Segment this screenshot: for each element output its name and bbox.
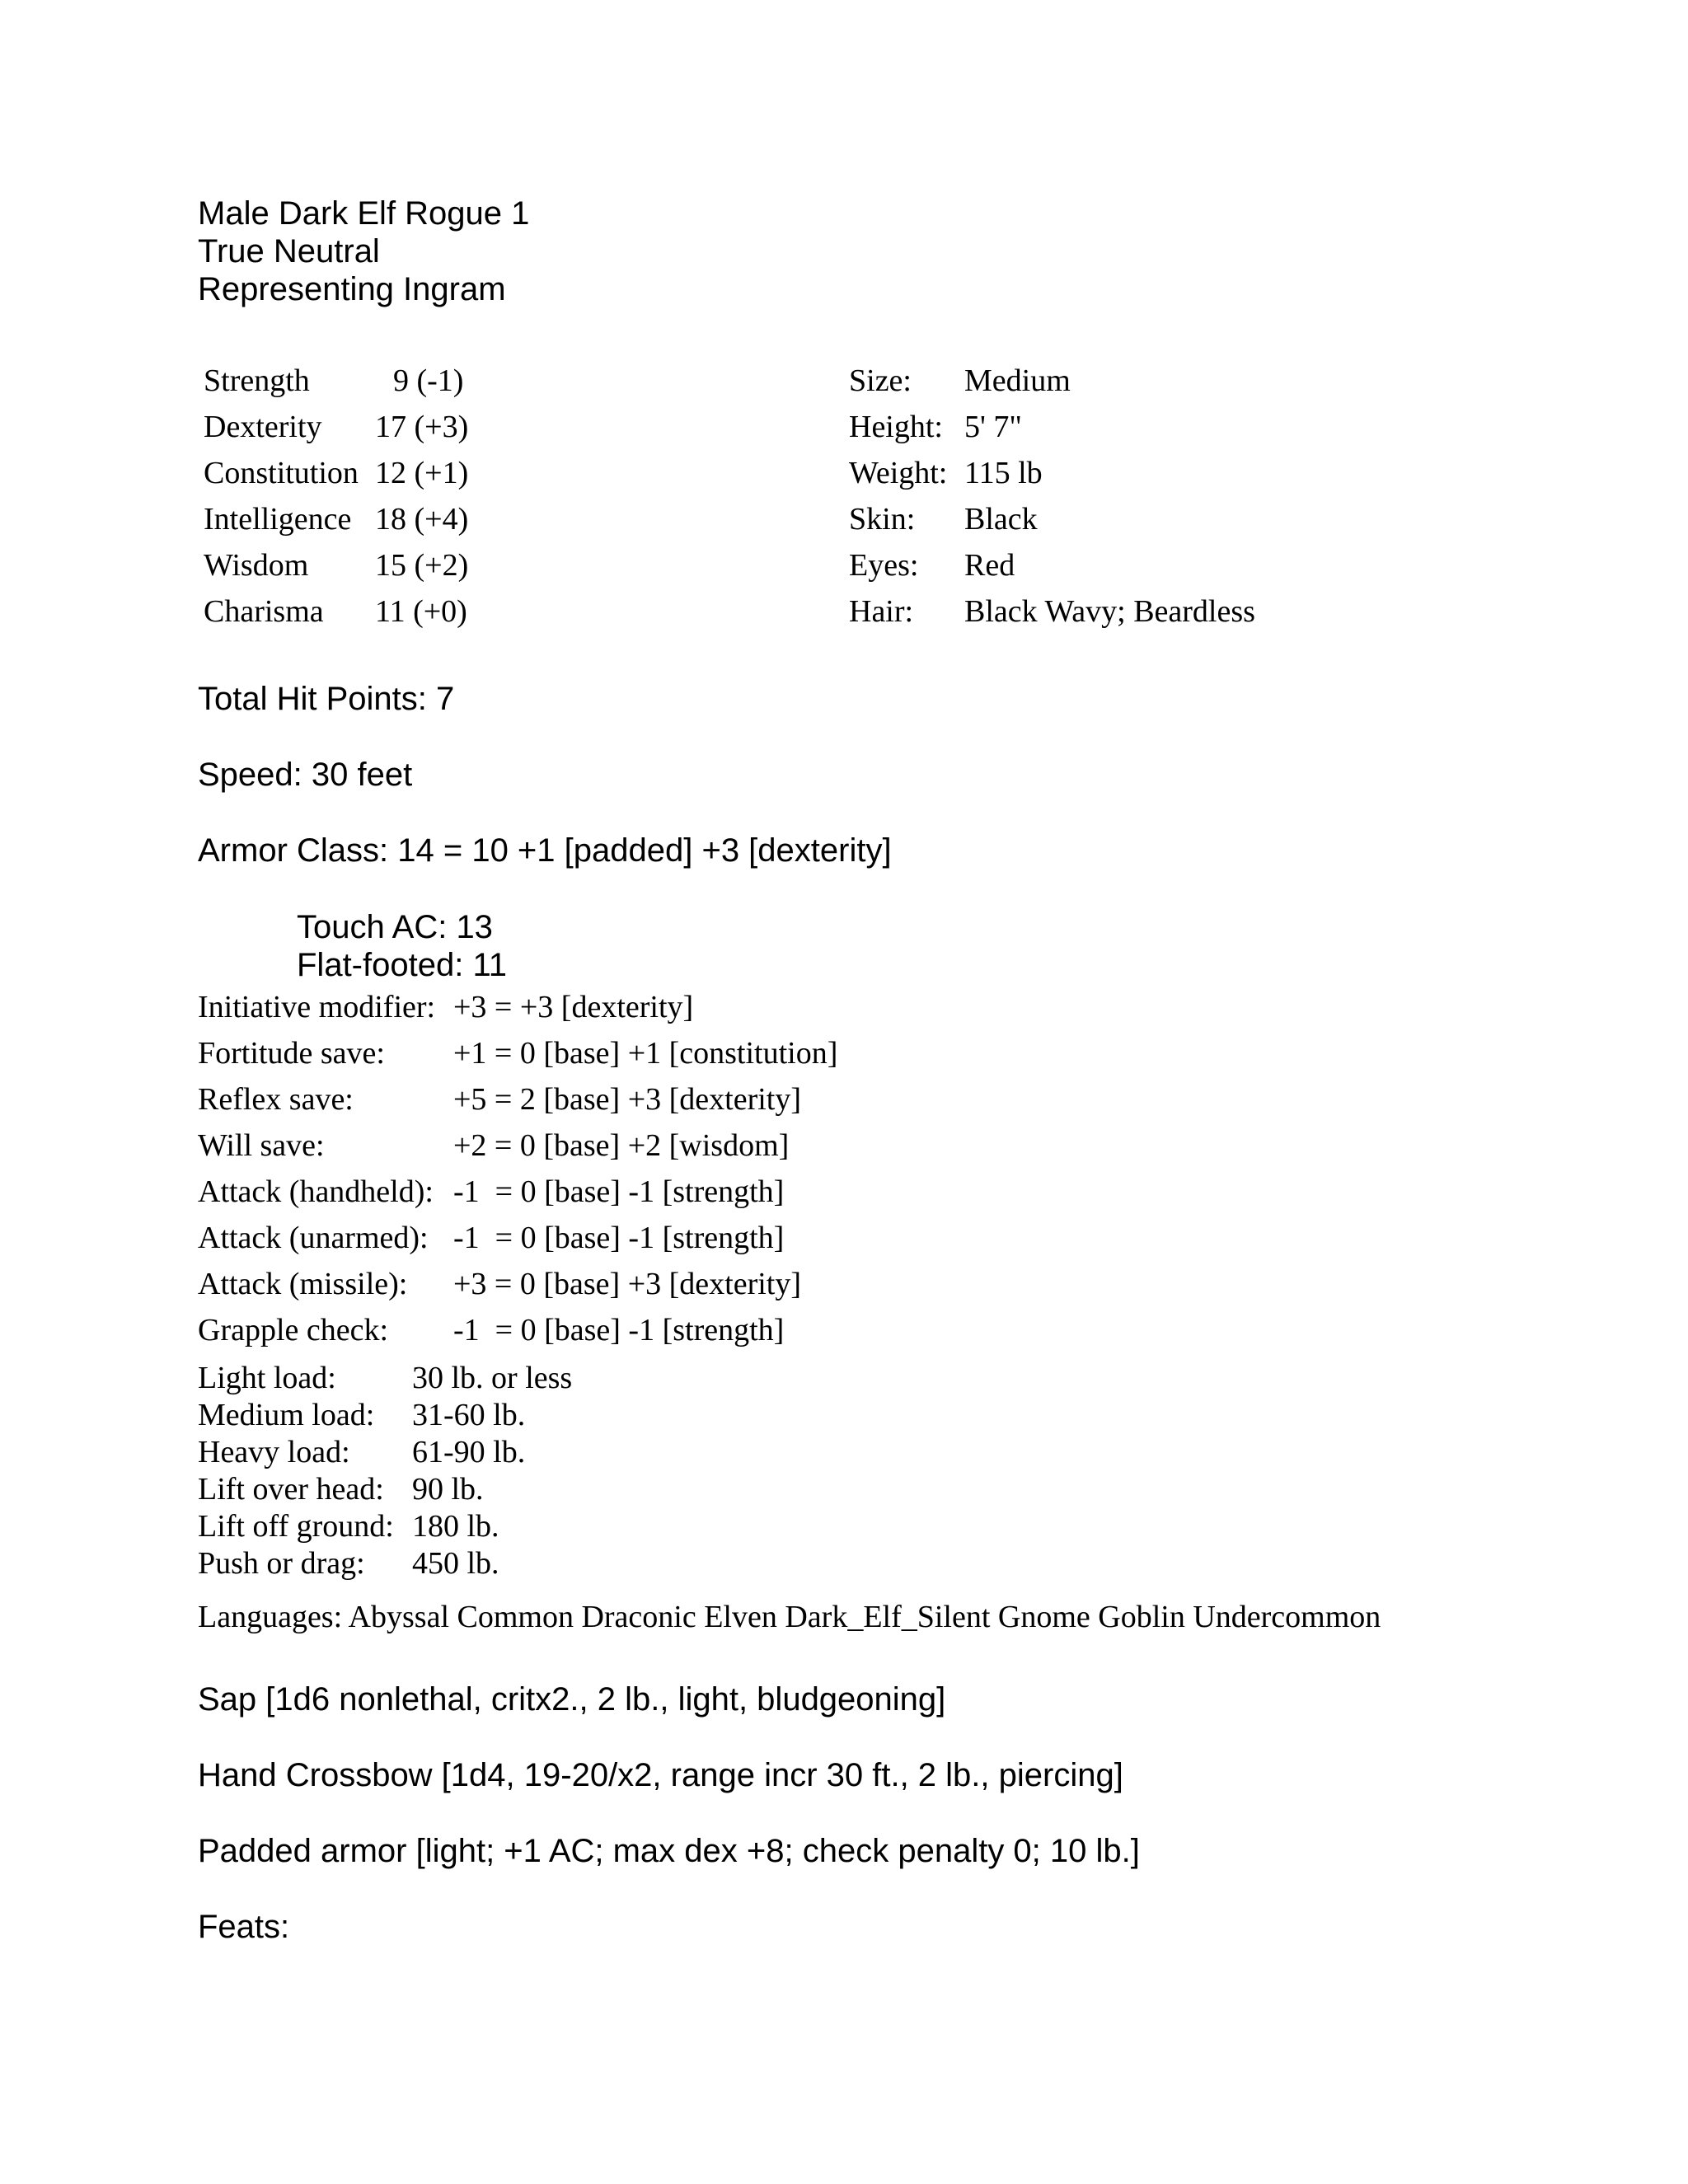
ability-value: 17 (+3) bbox=[375, 410, 469, 444]
physical-traits-table bbox=[849, 358, 1255, 635]
load-row bbox=[198, 1471, 572, 1508]
total-hit-points: Total Hit Points: 7 bbox=[198, 681, 455, 717]
trait-row bbox=[849, 450, 1255, 496]
trait-value: Red bbox=[964, 548, 1015, 583]
ability-name: Strength bbox=[204, 363, 310, 398]
combat-row bbox=[198, 1076, 837, 1122]
alignment-line: True Neutral bbox=[198, 233, 380, 269]
ability-row bbox=[204, 404, 482, 450]
trait-row bbox=[849, 404, 1255, 450]
load-label: Lift over head: bbox=[198, 1472, 384, 1507]
load-value: 90 lb. bbox=[412, 1472, 484, 1507]
load-value: 61-90 lb. bbox=[412, 1435, 526, 1469]
ability-name: Dexterity bbox=[204, 410, 322, 444]
combat-row bbox=[198, 1169, 837, 1215]
combat-value: -1 = 0 [base] -1 [strength] bbox=[453, 1313, 785, 1347]
load-label: Light load: bbox=[198, 1361, 336, 1395]
combat-value: +2 = 0 [base] +2 [wisdom] bbox=[453, 1128, 790, 1163]
representing-line: Representing Ingram bbox=[198, 271, 506, 307]
ability-name: Wisdom bbox=[204, 548, 309, 583]
combat-label: Will save: bbox=[198, 1128, 325, 1163]
ability-row bbox=[204, 358, 482, 404]
combat-value: +3 = +3 [dexterity] bbox=[453, 990, 694, 1024]
trait-label: Size: bbox=[849, 363, 912, 398]
trait-value: 115 lb bbox=[964, 456, 1043, 490]
combat-label: Attack (handheld): bbox=[198, 1174, 434, 1209]
combat-row bbox=[198, 1261, 837, 1307]
combat-label: Attack (unarmed): bbox=[198, 1221, 429, 1255]
combat-row bbox=[198, 1030, 837, 1076]
combat-label: Grapple check: bbox=[198, 1313, 389, 1347]
trait-value: Medium bbox=[964, 363, 1071, 398]
ability-value: 12 (+1) bbox=[375, 456, 469, 490]
trait-value: Black bbox=[964, 502, 1038, 537]
touch-ac: Touch AC: 13 bbox=[297, 909, 493, 945]
ability-name: Charisma bbox=[204, 594, 324, 629]
combat-row bbox=[198, 1307, 837, 1353]
languages-line: Languages: Abyssal Common Draconic Elven Dark_Elf_Silent Gnome Goblin Undercommon bbox=[198, 1600, 1381, 1634]
ability-row bbox=[204, 450, 482, 496]
combat-label: Attack (missile): bbox=[198, 1267, 408, 1301]
feats-heading: Feats: bbox=[198, 1909, 290, 1945]
carrying-capacity-table bbox=[198, 1360, 572, 1582]
combat-label: Initiative modifier: bbox=[198, 990, 436, 1024]
ability-value: 11 (+0) bbox=[375, 594, 467, 629]
combat-row bbox=[198, 1122, 837, 1169]
weapon-sap: Sap [1d6 nonlethal, critx2., 2 lb., light, bludgeoning] bbox=[198, 1681, 946, 1718]
race-class-line: Male Dark Elf Rogue 1 bbox=[198, 195, 530, 232]
load-row bbox=[198, 1397, 572, 1434]
ability-row bbox=[204, 496, 482, 542]
combat-row bbox=[198, 984, 837, 1030]
ability-value: 15 (+2) bbox=[375, 548, 469, 583]
armor-padded: Padded armor [light; +1 AC; max dex +8; check penalty 0; 10 lb.] bbox=[198, 1833, 1140, 1869]
load-row bbox=[198, 1545, 572, 1582]
character-header bbox=[198, 194, 529, 308]
trait-row bbox=[849, 358, 1255, 404]
ability-name: Constitution bbox=[204, 456, 359, 490]
ability-value: 18 (+4) bbox=[375, 502, 469, 537]
trait-row bbox=[849, 588, 1255, 635]
combat-modifiers-table bbox=[198, 984, 837, 1353]
trait-label: Skin: bbox=[849, 502, 916, 537]
trait-label: Hair: bbox=[849, 594, 914, 629]
combat-value: -1 = 0 [base] -1 [strength] bbox=[453, 1174, 785, 1209]
trait-label: Weight: bbox=[849, 456, 948, 490]
load-value: 450 lb. bbox=[412, 1546, 499, 1581]
load-row bbox=[198, 1434, 572, 1471]
combat-value: +1 = 0 [base] +1 [constitution] bbox=[453, 1036, 838, 1071]
trait-label: Height: bbox=[849, 410, 943, 444]
ability-value: 9 (-1) bbox=[393, 363, 464, 398]
combat-value: -1 = 0 [base] -1 [strength] bbox=[453, 1221, 785, 1255]
trait-value: Black Wavy; Beardless bbox=[964, 594, 1255, 629]
load-value: 31-60 lb. bbox=[412, 1398, 526, 1432]
trait-label: Eyes: bbox=[849, 548, 919, 583]
combat-value: +3 = 0 [base] +3 [dexterity] bbox=[453, 1267, 801, 1301]
combat-row bbox=[198, 1215, 837, 1261]
trait-value: 5' 7" bbox=[964, 410, 1022, 444]
flat-footed-ac: Flat-footed: 11 bbox=[297, 947, 507, 983]
combat-value: +5 = 2 [base] +3 [dexterity] bbox=[453, 1082, 801, 1117]
load-label: Push or drag: bbox=[198, 1546, 365, 1581]
load-value: 30 lb. or less bbox=[412, 1361, 573, 1395]
ability-row bbox=[204, 588, 482, 635]
load-label: Lift off ground: bbox=[198, 1509, 394, 1544]
armor-class-details bbox=[297, 908, 507, 984]
load-row bbox=[198, 1508, 572, 1545]
combat-label: Reflex save: bbox=[198, 1082, 354, 1117]
ability-name: Intelligence bbox=[204, 502, 352, 537]
load-label: Heavy load: bbox=[198, 1435, 350, 1469]
load-label: Medium load: bbox=[198, 1398, 375, 1432]
load-row bbox=[198, 1360, 572, 1397]
speed-line: Speed: 30 feet bbox=[198, 757, 413, 793]
ability-row bbox=[204, 542, 482, 588]
ability-scores-table bbox=[204, 358, 482, 635]
armor-class-line: Armor Class: 14 = 10 +1 [padded] +3 [dexterity] bbox=[198, 832, 892, 869]
trait-row bbox=[849, 496, 1255, 542]
weapon-hand-crossbow: Hand Crossbow [1d4, 19-20/x2, range incr 30 ft., 2 lb., piercing] bbox=[198, 1757, 1123, 1793]
combat-label: Fortitude save: bbox=[198, 1036, 385, 1071]
trait-row bbox=[849, 542, 1255, 588]
load-value: 180 lb. bbox=[412, 1509, 499, 1544]
